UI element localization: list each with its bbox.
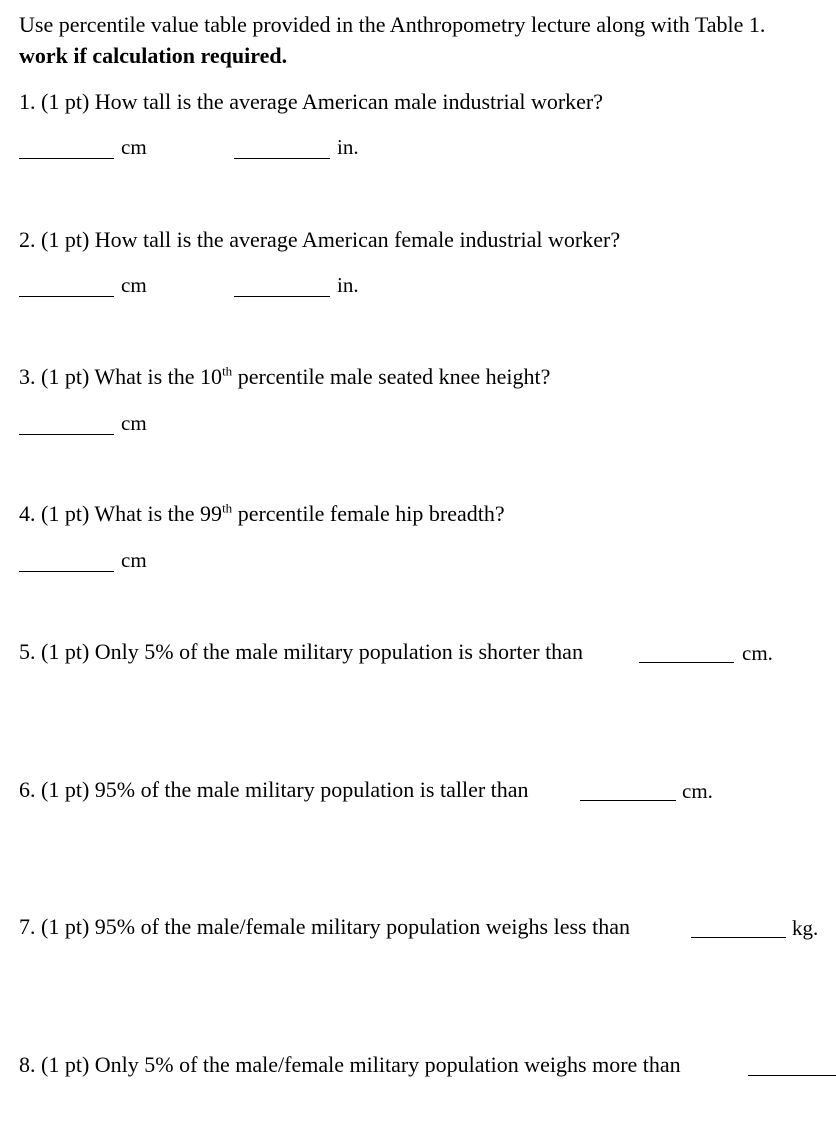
question-1-cm-blank[interactable]	[19, 158, 114, 159]
question-1-in-blank[interactable]	[234, 158, 330, 159]
question-5-unit: cm.	[742, 641, 773, 665]
question-2-cm-blank[interactable]	[19, 296, 114, 297]
question-2-text: 2. (1 pt) How tall is the average American female industrial worker?	[19, 227, 621, 252]
question-5-blank[interactable]	[639, 662, 734, 663]
question-4-superscript: th	[222, 500, 233, 516]
question-1-cm-unit: cm	[121, 135, 147, 159]
question-3-superscript: th	[222, 363, 233, 379]
question-7-text: 7. (1 pt) 95% of the male/female military population weighs less than	[19, 914, 630, 939]
question-6-blank[interactable]	[580, 800, 676, 801]
question-2-cm-unit: cm	[121, 273, 147, 297]
question-6-text: 6. (1 pt) 95% of the male military population is taller than	[19, 777, 529, 802]
instructions-line-2: work if calculation required.	[19, 43, 288, 68]
instructions-line-1: Use percentile value table provided in the Anthropometry lecture along with Table 1.	[19, 12, 766, 37]
question-3-text: 3. (1 pt) What is the 10th percentile male seated knee height?	[19, 363, 551, 389]
question-3-cm-unit: cm	[121, 411, 147, 435]
question-7-unit: kg.	[792, 916, 819, 940]
question-1-text: 1. (1 pt) How tall is the average American male industrial worker?	[19, 89, 604, 114]
question-4-text: 4. (1 pt) What is the 99th percentile female hip breadth?	[19, 500, 505, 526]
question-1-in-unit: in.	[337, 135, 359, 159]
question-8-blank[interactable]	[748, 1075, 836, 1076]
question-3-cm-blank[interactable]	[19, 434, 114, 435]
question-7-blank[interactable]	[691, 937, 786, 938]
question-8-text: 8. (1 pt) Only 5% of the male/female military population weighs more than	[19, 1052, 681, 1077]
question-4-cm-blank[interactable]	[19, 571, 114, 572]
question-4-cm-unit: cm	[121, 548, 147, 572]
question-2-in-unit: in.	[337, 273, 359, 297]
question-6-unit: cm.	[682, 779, 713, 803]
question-2-in-blank[interactable]	[234, 296, 330, 297]
question-5-text: 5. (1 pt) Only 5% of the male military population is shorter than	[19, 639, 583, 664]
